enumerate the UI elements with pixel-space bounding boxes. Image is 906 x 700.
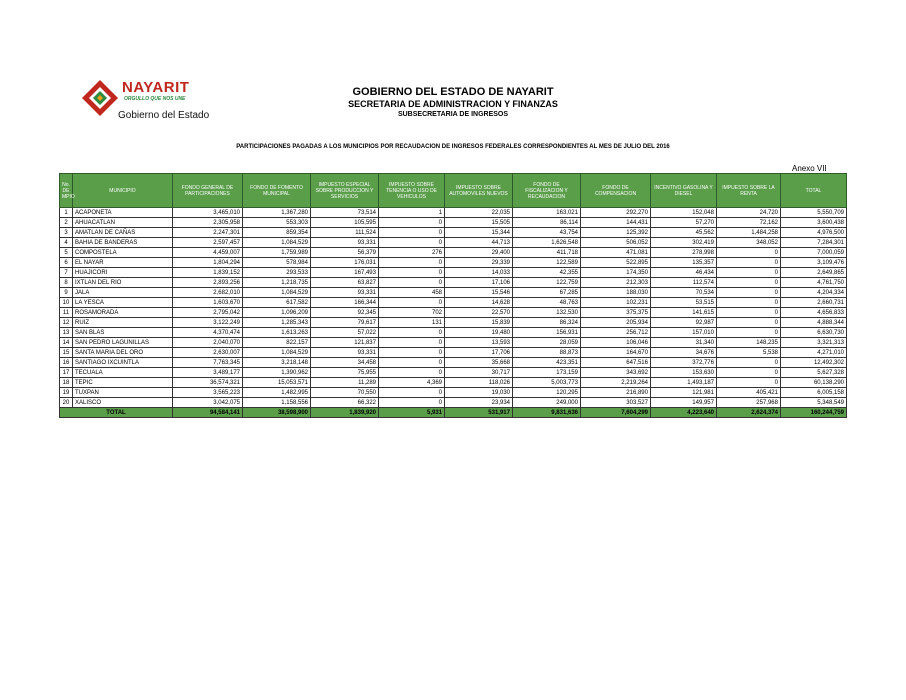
amount-cell: 132,530 <box>513 308 581 318</box>
amount-cell: 0 <box>379 218 445 228</box>
logo-tagline: ORGULLO QUE NOS UNE <box>124 96 186 102</box>
municipio-number: 17 <box>60 368 73 378</box>
amount-cell: 0 <box>379 388 445 398</box>
amount-cell: 4,761,750 <box>781 278 847 288</box>
amount-cell: 1,218,735 <box>243 278 311 288</box>
amount-cell: 24,720 <box>717 208 781 218</box>
amount-cell: 70,534 <box>651 288 717 298</box>
municipio-number: 12 <box>60 318 73 328</box>
total-amount: 4,223,640 <box>651 408 717 418</box>
table-row <box>60 218 847 228</box>
amount-cell: 6,005,158 <box>781 388 847 398</box>
column-header: FONDO DE FOMENTO MUNICIPAL <box>243 174 311 208</box>
amount-cell: 2,682,010 <box>173 288 243 298</box>
municipio-number: 10 <box>60 298 73 308</box>
amount-cell: 1,839,152 <box>173 268 243 278</box>
amount-cell: 63,827 <box>311 278 379 288</box>
amount-cell: 249,000 <box>513 398 581 408</box>
amount-cell: 0 <box>717 258 781 268</box>
amount-cell: 166,344 <box>311 298 379 308</box>
total-amount: 2,624,374 <box>717 408 781 418</box>
amount-cell: 0 <box>379 398 445 408</box>
amount-cell: 3,122,249 <box>173 318 243 328</box>
column-header: IMPUESTO ESPECIAL SOBRE PRODUCCION Y SERVICIOS <box>311 174 379 208</box>
amount-cell: 17,706 <box>445 348 513 358</box>
amount-cell: 0 <box>717 328 781 338</box>
table-row <box>60 358 847 368</box>
amount-cell: 4,888,344 <box>781 318 847 328</box>
municipio-number: 1 <box>60 208 73 218</box>
table-row <box>60 268 847 278</box>
amount-cell: 553,303 <box>243 218 311 228</box>
amount-cell: 153,630 <box>651 368 717 378</box>
column-header: IMPUESTO SOBRE TENENCIA O USO DE VEHICULOS <box>379 174 445 208</box>
total-amount: 1,839,920 <box>311 408 379 418</box>
amount-cell: 212,303 <box>581 278 651 288</box>
amount-cell: 0 <box>379 358 445 368</box>
amount-cell: 4,271,010 <box>781 348 847 358</box>
amount-cell: 423,351 <box>513 358 581 368</box>
table-row <box>60 318 847 328</box>
municipio-number: 7 <box>60 268 73 278</box>
amount-cell: 12,492,302 <box>781 358 847 368</box>
amount-cell: 43,754 <box>513 228 581 238</box>
amount-cell: 2,795,042 <box>173 308 243 318</box>
total-row <box>60 408 847 418</box>
amount-cell: 0 <box>379 298 445 308</box>
amount-cell: 15,546 <box>445 288 513 298</box>
table-row <box>60 308 847 318</box>
amount-cell: 144,431 <box>581 218 651 228</box>
amount-cell: 34,676 <box>651 348 717 358</box>
amount-cell: 7,284,301 <box>781 238 847 248</box>
amount-cell: 15,505 <box>445 218 513 228</box>
amount-cell: 1,603,670 <box>173 298 243 308</box>
municipio-name: ROSAMORADA <box>73 308 173 318</box>
municipio-number: 20 <box>60 398 73 408</box>
column-header: IMPUESTO SOBRE LA RENTA <box>717 174 781 208</box>
amount-cell: 92,987 <box>651 318 717 328</box>
amount-cell: 1,613,263 <box>243 328 311 338</box>
amount-cell: 256,712 <box>581 328 651 338</box>
amount-cell: 0 <box>717 358 781 368</box>
amount-cell: 5,003,773 <box>513 378 581 388</box>
municipio-name: COMPOSTELA <box>73 248 173 258</box>
amount-cell: 1,367,280 <box>243 208 311 218</box>
amount-cell: 1,285,343 <box>243 318 311 328</box>
column-header: INCENTIVO GASOLINA Y DIESEL <box>651 174 717 208</box>
municipio-name: HUAJICORI <box>73 268 173 278</box>
table-row <box>60 258 847 268</box>
amount-cell: 29,339 <box>445 258 513 268</box>
amount-cell: 93,331 <box>311 288 379 298</box>
amount-cell: 2,893,256 <box>173 278 243 288</box>
municipio-name: ACAPONETA <box>73 208 173 218</box>
amount-cell: 292,270 <box>581 208 651 218</box>
table-row <box>60 348 847 358</box>
amount-cell: 67,285 <box>513 288 581 298</box>
amount-cell: 4,976,500 <box>781 228 847 238</box>
header-subsecretaria: SUBSECRETARIA DE INGRESOS <box>397 111 509 118</box>
amount-cell: 702 <box>379 308 445 318</box>
column-header: FONDO DE FISCALIZACION Y RECAUDACION <box>513 174 581 208</box>
municipio-number: 19 <box>60 388 73 398</box>
municipio-name: TECUALA <box>73 368 173 378</box>
amount-cell: 2,649,865 <box>781 268 847 278</box>
total-amount: 5,931 <box>379 408 445 418</box>
amount-cell: 34,458 <box>311 358 379 368</box>
amount-cell: 0 <box>717 278 781 288</box>
amount-cell: 29,400 <box>445 248 513 258</box>
amount-cell: 1,390,962 <box>243 368 311 378</box>
amount-cell: 105,595 <box>311 218 379 228</box>
total-amount: 531,917 <box>445 408 513 418</box>
amount-cell: 647,516 <box>581 358 651 368</box>
column-header: TOTAL <box>781 174 847 208</box>
table-row <box>60 248 847 258</box>
amount-cell: 17,106 <box>445 278 513 288</box>
amount-cell: 23,934 <box>445 398 513 408</box>
amount-cell: 157,010 <box>651 328 717 338</box>
amount-cell: 3,218,148 <box>243 358 311 368</box>
amount-cell: 4,656,833 <box>781 308 847 318</box>
amount-cell: 60,138,290 <box>781 378 847 388</box>
amount-cell: 31,340 <box>651 338 717 348</box>
municipio-name: AHUACATLAN <box>73 218 173 228</box>
total-amount: 160,244,759 <box>781 408 847 418</box>
table-row <box>60 328 847 338</box>
table-row <box>60 368 847 378</box>
amount-cell: 86,324 <box>513 318 581 328</box>
amount-cell: 188,030 <box>581 288 651 298</box>
amount-cell: 578,984 <box>243 258 311 268</box>
amount-cell: 2,597,457 <box>173 238 243 248</box>
table-row <box>60 208 847 218</box>
amount-cell: 1,482,995 <box>243 388 311 398</box>
amount-cell: 5,550,709 <box>781 208 847 218</box>
amount-cell: 48,763 <box>513 298 581 308</box>
municipio-name: TUXPAN <box>73 388 173 398</box>
amount-cell: 15,053,571 <box>243 378 311 388</box>
amount-cell: 4,459,007 <box>173 248 243 258</box>
amount-cell: 70,550 <box>311 388 379 398</box>
amount-cell: 2,660,731 <box>781 298 847 308</box>
header-title: GOBIERNO DEL ESTADO DE NAYARIT <box>352 86 554 98</box>
amount-cell: 19,480 <box>445 328 513 338</box>
amount-cell: 2,247,301 <box>173 228 243 238</box>
amount-cell: 164,670 <box>581 348 651 358</box>
municipio-number: 4 <box>60 238 73 248</box>
amount-cell: 13,593 <box>445 338 513 348</box>
annex-label: Anexo VII <box>792 164 827 173</box>
amount-cell: 102,231 <box>581 298 651 308</box>
municipio-number: 16 <box>60 358 73 368</box>
municipio-number: 2 <box>60 218 73 228</box>
amount-cell: 152,048 <box>651 208 717 218</box>
amount-cell: 122,589 <box>513 258 581 268</box>
amount-cell: 3,465,010 <box>173 208 243 218</box>
amount-cell: 56,379 <box>311 248 379 258</box>
amount-cell: 120,295 <box>513 388 581 398</box>
amount-cell: 0 <box>379 258 445 268</box>
amount-cell: 3,489,177 <box>173 368 243 378</box>
amount-cell: 42,355 <box>513 268 581 278</box>
amount-cell: 1,493,187 <box>651 378 717 388</box>
amount-cell: 30,717 <box>445 368 513 378</box>
table-body <box>60 208 847 418</box>
amount-cell: 1,084,529 <box>243 348 311 358</box>
amount-cell: 0 <box>717 308 781 318</box>
municipio-name: BAHIA DE BANDERAS <box>73 238 173 248</box>
amount-cell: 257,968 <box>717 398 781 408</box>
municipio-name: RUIZ <box>73 318 173 328</box>
municipio-name: AMATLAN DE CAÑAS <box>73 228 173 238</box>
amount-cell: 0 <box>379 278 445 288</box>
municipio-name: XALISCO <box>73 398 173 408</box>
amount-cell: 278,998 <box>651 248 717 258</box>
municipio-name: SANTIAGO IXCUINTLA <box>73 358 173 368</box>
amount-cell: 1 <box>379 208 445 218</box>
amount-cell: 92,345 <box>311 308 379 318</box>
amount-cell: 14,033 <box>445 268 513 278</box>
municipio-number: 5 <box>60 248 73 258</box>
amount-cell: 4,204,334 <box>781 288 847 298</box>
amount-cell: 3,565,223 <box>173 388 243 398</box>
amount-cell: 0 <box>379 328 445 338</box>
amount-cell: 0 <box>379 228 445 238</box>
amount-cell: 3,600,438 <box>781 218 847 228</box>
amount-cell: 2,040,070 <box>173 338 243 348</box>
logo-name: NAYARIT <box>122 79 190 96</box>
municipio-name: JALA <box>73 288 173 298</box>
total-amount: 7,604,299 <box>581 408 651 418</box>
amount-cell: 0 <box>717 288 781 298</box>
amount-cell: 148,235 <box>717 338 781 348</box>
amount-cell: 149,957 <box>651 398 717 408</box>
amount-cell: 53,515 <box>651 298 717 308</box>
report-subtitle: PARTICIPACIONES PAGADAS A LOS MUNICIPIOS POR RECAUDACION DE INGRESOS FEDERALES CORRESPONDIENTES AL MES DE JULIO DEL 2016 <box>236 144 670 150</box>
amount-cell: 44,713 <box>445 238 513 248</box>
column-header: MUNICIPIO <box>73 174 173 208</box>
amount-cell: 121,981 <box>651 388 717 398</box>
header-secretaria: SECRETARIA DE ADMINISTRACION Y FINANZAS <box>348 99 558 109</box>
table-row <box>60 298 847 308</box>
municipio-number: 9 <box>60 288 73 298</box>
amount-cell: 5,538 <box>717 348 781 358</box>
amount-cell: 88,873 <box>513 348 581 358</box>
amount-cell: 1,484,258 <box>717 228 781 238</box>
amount-cell: 36,574,321 <box>173 378 243 388</box>
amount-cell: 343,692 <box>581 368 651 378</box>
amount-cell: 411,718 <box>513 248 581 258</box>
amount-cell: 1,096,209 <box>243 308 311 318</box>
amount-cell: 458 <box>379 288 445 298</box>
amount-cell: 302,419 <box>651 238 717 248</box>
amount-cell: 2,305,958 <box>173 218 243 228</box>
amount-cell: 1,759,989 <box>243 248 311 258</box>
amount-cell: 348,052 <box>717 238 781 248</box>
amount-cell: 111,524 <box>311 228 379 238</box>
amount-cell: 405,421 <box>717 388 781 398</box>
amount-cell: 122,759 <box>513 278 581 288</box>
participaciones-table <box>59 173 847 418</box>
amount-cell: 5,348,549 <box>781 398 847 408</box>
amount-cell: 57,022 <box>311 328 379 338</box>
amount-cell: 163,021 <box>513 208 581 218</box>
amount-cell: 66,322 <box>311 398 379 408</box>
municipio-name: TEPIC <box>73 378 173 388</box>
amount-cell: 1,158,556 <box>243 398 311 408</box>
table-row <box>60 398 847 408</box>
amount-cell: 22,035 <box>445 208 513 218</box>
amount-cell: 0 <box>379 338 445 348</box>
amount-cell: 174,350 <box>581 268 651 278</box>
amount-cell: 35,668 <box>445 358 513 368</box>
amount-cell: 106,046 <box>581 338 651 348</box>
amount-cell: 7,000,059 <box>781 248 847 258</box>
amount-cell: 86,114 <box>513 218 581 228</box>
amount-cell: 372,776 <box>651 358 717 368</box>
amount-cell: 46,434 <box>651 268 717 278</box>
municipio-number: 11 <box>60 308 73 318</box>
amount-cell: 79,617 <box>311 318 379 328</box>
amount-cell: 135,357 <box>651 258 717 268</box>
municipio-name: SANTA MARIA DEL ORO <box>73 348 173 358</box>
amount-cell: 3,042,075 <box>173 398 243 408</box>
amount-cell: 141,615 <box>651 308 717 318</box>
amount-cell: 293,533 <box>243 268 311 278</box>
municipio-number: 13 <box>60 328 73 338</box>
amount-cell: 173,159 <box>513 368 581 378</box>
amount-cell: 112,574 <box>651 278 717 288</box>
amount-cell: 11,289 <box>311 378 379 388</box>
amount-cell: 276 <box>379 248 445 258</box>
amount-cell: 0 <box>717 248 781 258</box>
amount-cell: 471,081 <box>581 248 651 258</box>
total-amount: 94,584,141 <box>173 408 243 418</box>
municipio-number: 6 <box>60 258 73 268</box>
table-row <box>60 288 847 298</box>
amount-cell: 303,527 <box>581 398 651 408</box>
total-amount: 38,598,900 <box>243 408 311 418</box>
total-label: TOTAL <box>60 408 173 418</box>
amount-cell: 156,931 <box>513 328 581 338</box>
amount-cell: 19,030 <box>445 388 513 398</box>
amount-cell: 1,084,529 <box>243 238 311 248</box>
table-row <box>60 278 847 288</box>
municipio-number: 18 <box>60 378 73 388</box>
amount-cell: 0 <box>717 318 781 328</box>
amount-cell: 617,582 <box>243 298 311 308</box>
amount-cell: 2,219,264 <box>581 378 651 388</box>
amount-cell: 375,375 <box>581 308 651 318</box>
amount-cell: 125,392 <box>581 228 651 238</box>
amount-cell: 6,630,730 <box>781 328 847 338</box>
amount-cell: 1,626,548 <box>513 238 581 248</box>
amount-cell: 15,344 <box>445 228 513 238</box>
column-header: FONDO DE COMPENSACION <box>581 174 651 208</box>
table-header-row <box>60 174 847 208</box>
column-header: No. DE MPIO <box>60 174 73 208</box>
amount-cell: 57,270 <box>651 218 717 228</box>
amount-cell: 3,321,313 <box>781 338 847 348</box>
amount-cell: 506,052 <box>581 238 651 248</box>
amount-cell: 131 <box>379 318 445 328</box>
amount-cell: 822,157 <box>243 338 311 348</box>
amount-cell: 0 <box>379 348 445 358</box>
column-header: FONDO GENERAL DE PARTICIPACIONES <box>173 174 243 208</box>
amount-cell: 522,895 <box>581 258 651 268</box>
amount-cell: 121,837 <box>311 338 379 348</box>
municipio-name: EL NAYAR <box>73 258 173 268</box>
amount-cell: 0 <box>379 238 445 248</box>
amount-cell: 0 <box>717 268 781 278</box>
table-row <box>60 228 847 238</box>
amount-cell: 75,955 <box>311 368 379 378</box>
amount-cell: 3,109,476 <box>781 258 847 268</box>
amount-cell: 4,370,474 <box>173 328 243 338</box>
amount-cell: 5,627,328 <box>781 368 847 378</box>
municipio-number: 8 <box>60 278 73 288</box>
amount-cell: 93,331 <box>311 348 379 358</box>
amount-cell: 205,934 <box>581 318 651 328</box>
amount-cell: 0 <box>379 268 445 278</box>
amount-cell: 0 <box>717 298 781 308</box>
logo-caption: Gobierno del Estado <box>118 110 210 121</box>
municipio-name: IXTLAN DEL RIO <box>73 278 173 288</box>
amount-cell: 0 <box>717 378 781 388</box>
amount-cell: 859,354 <box>243 228 311 238</box>
column-header: IMPUESTO SOBRE AUTOMOVILES NUEVOS <box>445 174 513 208</box>
table-row <box>60 378 847 388</box>
municipio-number: 14 <box>60 338 73 348</box>
amount-cell: 0 <box>379 368 445 378</box>
amount-cell: 7,763,345 <box>173 358 243 368</box>
table-row <box>60 238 847 248</box>
municipio-name: SAN BLAS <box>73 328 173 338</box>
amount-cell: 4,369 <box>379 378 445 388</box>
amount-cell: 72,162 <box>717 218 781 228</box>
municipio-name: LA YESCA <box>73 298 173 308</box>
amount-cell: 2,630,007 <box>173 348 243 358</box>
amount-cell: 0 <box>717 368 781 378</box>
municipio-name: SAN PEDRO LAGUNILLAS <box>73 338 173 348</box>
amount-cell: 22,570 <box>445 308 513 318</box>
amount-cell: 216,890 <box>581 388 651 398</box>
amount-cell: 14,628 <box>445 298 513 308</box>
amount-cell: 1,084,529 <box>243 288 311 298</box>
amount-cell: 15,839 <box>445 318 513 328</box>
table-row <box>60 388 847 398</box>
municipio-number: 3 <box>60 228 73 238</box>
municipio-number: 15 <box>60 348 73 358</box>
amount-cell: 118,026 <box>445 378 513 388</box>
amount-cell: 176,031 <box>311 258 379 268</box>
total-amount: 9,831,636 <box>513 408 581 418</box>
amount-cell: 1,804,294 <box>173 258 243 268</box>
amount-cell: 45,562 <box>651 228 717 238</box>
amount-cell: 93,331 <box>311 238 379 248</box>
amount-cell: 73,514 <box>311 208 379 218</box>
table-row <box>60 338 847 348</box>
amount-cell: 28,059 <box>513 338 581 348</box>
amount-cell: 167,493 <box>311 268 379 278</box>
